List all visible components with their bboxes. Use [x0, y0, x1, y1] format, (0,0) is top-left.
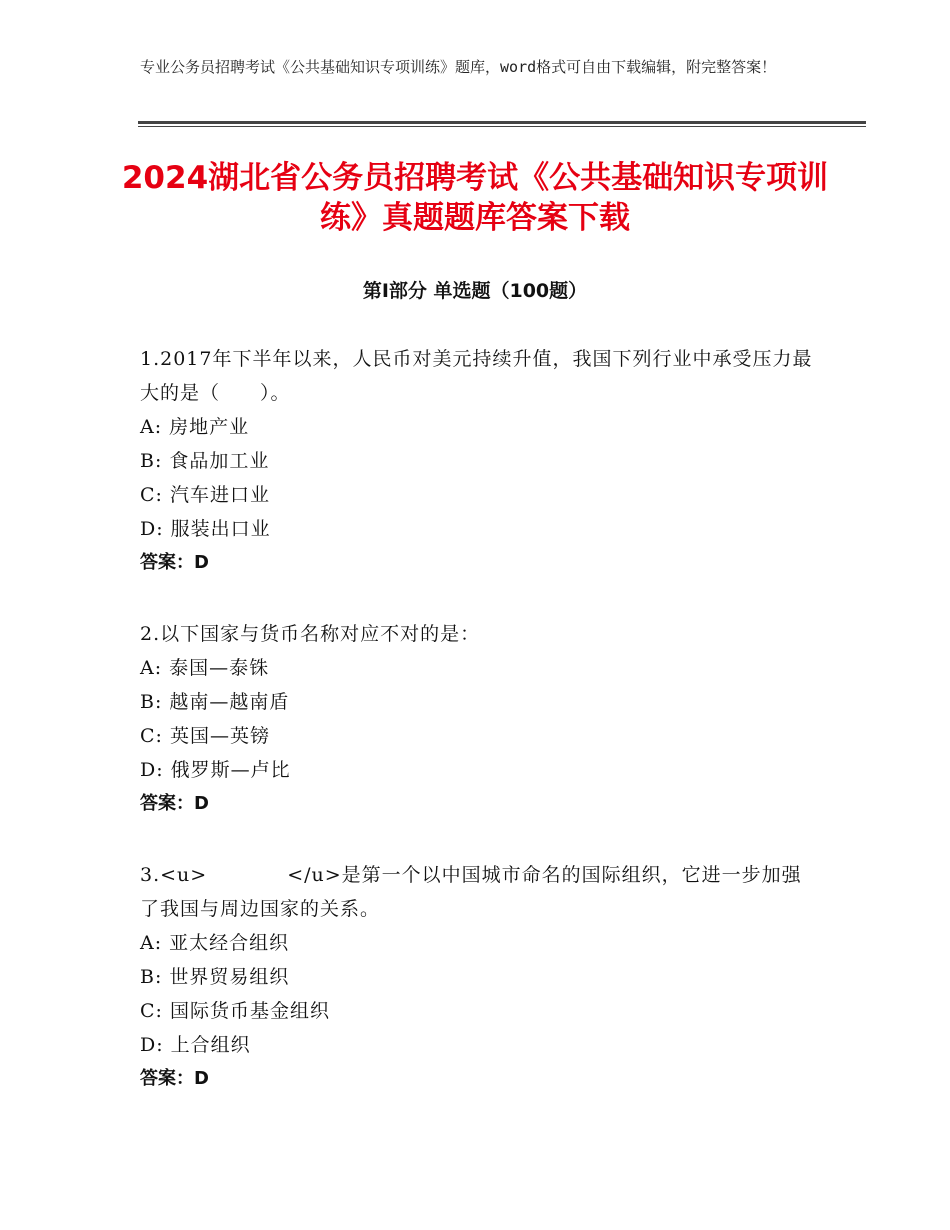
question-2 — [140, 617, 820, 821]
question-list — [140, 342, 820, 1133]
header-note: 专业公务员招聘考试《公共基础知识专项训练》题库，word格式可自由下载编辑，附完整答案！ — [140, 58, 777, 76]
option-d: D: 服装出口业 — [140, 518, 271, 540]
option-a: A: 房地产业 — [140, 416, 250, 438]
option-b: B: 世界贸易组织 — [140, 966, 290, 988]
answer: 答案：D — [140, 1068, 209, 1089]
option-d: D: 上合组织 — [140, 1034, 251, 1056]
option-c: C: 汽车进口业 — [140, 484, 270, 506]
option-b: B: 食品加工业 — [140, 450, 270, 472]
option-d: D: 俄罗斯—卢比 — [140, 759, 291, 781]
question-1 — [140, 342, 820, 580]
header-rule-thin — [138, 126, 866, 127]
document-title: 2024湖北省公务员招聘考试《公共基础知识专项训练》真题题库答案下载 — [121, 160, 829, 236]
option-a: A: 泰国—泰铢 — [140, 657, 270, 679]
option-c: C: 国际货币基金组织 — [140, 1000, 330, 1022]
option-a: A: 亚太经合组织 — [140, 932, 290, 954]
question-stem: 3.<u> </u>是第一个以中国城市命名的国际组织，它进一步加强了我国与周边国家的关系。 — [140, 864, 802, 920]
header-rule-thick — [138, 121, 866, 124]
question-3 — [140, 858, 820, 1096]
option-c: C: 英国—英镑 — [140, 725, 270, 747]
answer: 答案：D — [140, 793, 209, 814]
option-b: B: 越南—越南盾 — [140, 691, 290, 713]
section-title: 第Ⅰ部分 单选题（100题） — [362, 280, 588, 302]
answer: 答案：D — [140, 552, 209, 573]
question-stem: 2.以下国家与货币名称对应不对的是： — [140, 623, 481, 645]
question-stem: 1.2017年下半年以来，人民币对美元持续升值，我国下列行业中承受压力最大的是（ ）。 — [140, 348, 813, 404]
